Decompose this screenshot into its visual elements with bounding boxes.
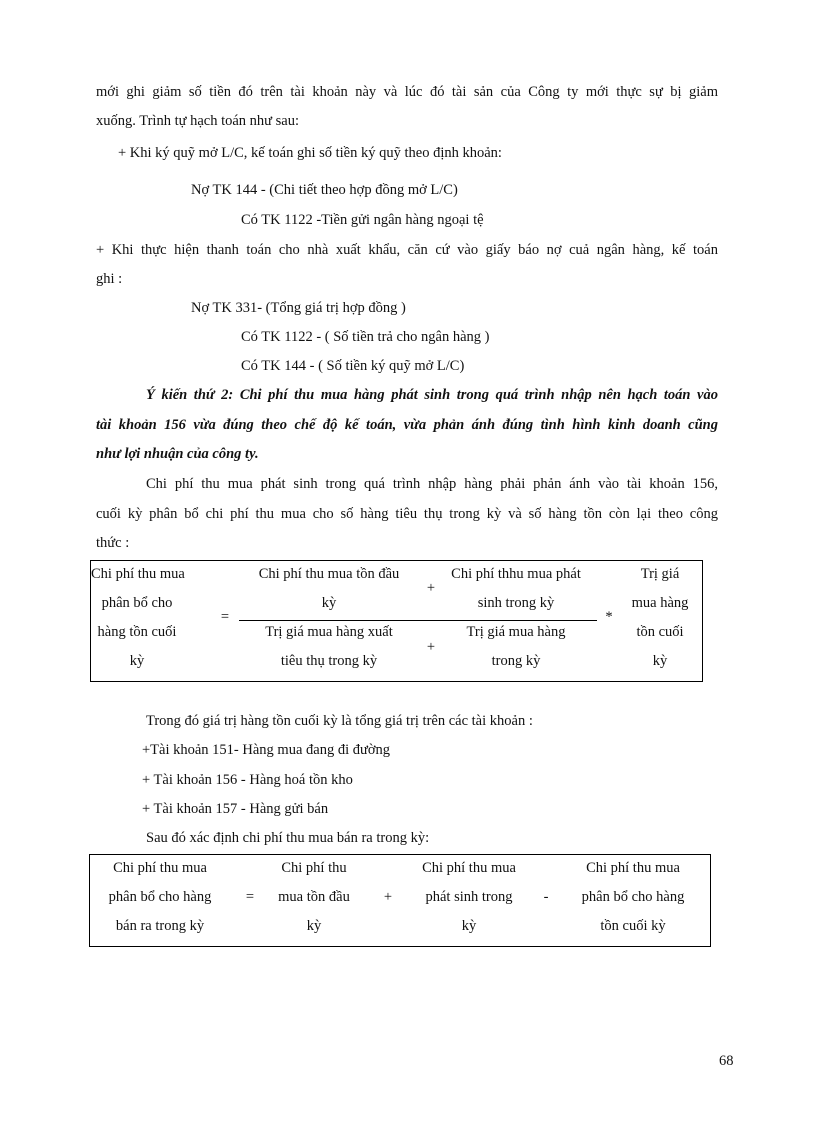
formula-term-line: phân bổ cho hàng: [108, 889, 212, 905]
formula-term-line: kỳ: [461, 918, 477, 934]
denominator-term: Trị giá mua hàng: [466, 624, 566, 640]
equals-sign: =: [220, 609, 230, 625]
formula-left-line: phân bổ cho: [101, 595, 173, 611]
denominator-term: Trị giá mua hàng xuất: [265, 624, 393, 640]
numerator-term: sinh trong kỳ: [477, 595, 555, 611]
journal-entry-debit: Nợ TK 144 - (Chi tiết theo hợp đồng mở L/C): [191, 182, 458, 198]
paragraph-line: ghi :: [96, 271, 123, 287]
denominator-term: trong kỳ: [491, 653, 541, 669]
formula-right-line: kỳ: [652, 653, 668, 669]
minus-sign: -: [543, 889, 549, 905]
opinion-heading-line: Ý kiến thứ 2: Chi phí thu mua hàng phát sinh trong quá trình nhập nên hạch toán vào: [146, 387, 718, 403]
plus-sign: +: [426, 580, 436, 596]
journal-entry-debit: Nợ TK 331- (Tổng giá trị hợp đồng ): [191, 300, 406, 316]
numerator-term: Chi phí thu mua tồn đầu: [258, 566, 400, 582]
formula-term-line: tồn cuối kỳ: [600, 918, 666, 934]
paragraph-line: Sau đó xác định chi phí thu mua bán ra trong kỳ:: [146, 830, 430, 846]
formula-left-line: kỳ: [129, 653, 145, 669]
formula-right-line: mua hàng: [631, 595, 689, 611]
paragraph-line: mới ghi giảm số tiền đó trên tài khoản này và lúc đó tài sản của Công ty mới thực sự bị giảm: [96, 84, 718, 100]
formula-term-line: bán ra trong kỳ: [115, 918, 205, 934]
paragraph-line: Trong đó giá trị hàng tồn cuối kỳ là tổng giá trị trên các tài khoản :: [146, 713, 533, 729]
bullet-line: + Khi ký quỹ mở L/C, kế toán ghi số tiền ký quỹ theo định khoản:: [118, 145, 502, 161]
paragraph-line: thức :: [96, 535, 130, 551]
journal-entry-credit: Có TK 144 - ( Số tiền ký quỹ mở L/C): [241, 358, 465, 374]
denominator-term: tiêu thụ trong kỳ: [280, 653, 378, 669]
journal-entry-credit: Có TK 1122 - ( Số tiền trả cho ngân hàng ): [241, 329, 490, 345]
formula-left-line: Chi phí thu mua: [91, 566, 185, 582]
formula-left-line: hàng tồn cuối: [97, 624, 177, 640]
formula-right-line: tồn cuối: [636, 624, 684, 640]
formula-term-line: phân bổ cho hàng: [581, 889, 685, 905]
opinion-heading-line: tài khoản 156 vừa đúng theo chế độ kế toán, vừa phản ánh đúng tình hình kinh doanh cũng: [96, 417, 718, 433]
opinion-heading-line: như lợi nhuận của công ty.: [96, 446, 259, 462]
account-item: + Tài khoản 156 - Hàng hoá tồn kho: [142, 772, 353, 788]
account-item: + Tài khoản 157 - Hàng gửi bán: [142, 801, 329, 817]
formula-term-line: Chi phí thu: [281, 860, 347, 876]
plus-sign: +: [383, 889, 393, 905]
formula-term-line: Chi phí thu mua: [422, 860, 516, 876]
formula-term-line: kỳ: [306, 918, 322, 934]
formula-box-cost-of-sales: [89, 854, 711, 947]
formula-term-line: phát sinh trong: [425, 889, 513, 905]
account-item: +Tài khoản 151- Hàng mua đang đi đường: [142, 742, 391, 758]
equals-sign: =: [245, 889, 255, 905]
numerator-term: Chi phí thhu mua phát: [451, 566, 581, 582]
formula-term-line: mua tồn đầu: [278, 889, 350, 905]
plus-sign: +: [426, 639, 436, 655]
journal-entry-credit: Có TK 1122 -Tiền gửi ngân hàng ngoại tệ: [241, 212, 484, 228]
fraction-bar: [239, 620, 597, 621]
paragraph-line: Chi phí thu mua phát sinh trong quá trình nhập hàng phải phản ánh vào tài khoản 156,: [146, 476, 718, 492]
paragraph-line: cuối kỳ phân bổ chi phí thu mua cho số hàng tiêu thụ trong kỳ và số hàng tồn còn lại theo công: [96, 506, 718, 522]
paragraph-line: xuống. Trình tự hạch toán như sau:: [96, 113, 300, 129]
multiply-sign: *: [605, 609, 613, 625]
formula-term-line: Chi phí thu mua: [586, 860, 680, 876]
page-number: 68: [719, 1053, 734, 1069]
formula-box-ending-inventory: [90, 560, 703, 682]
formula-right-line: Trị giá: [640, 566, 680, 582]
formula-term-line: Chi phí thu mua: [113, 860, 207, 876]
bullet-line: + Khi thực hiện thanh toán cho nhà xuất khẩu, căn cứ vào giấy báo nợ cuả ngân hàng, kế toán: [96, 242, 718, 258]
numerator-term: kỳ: [321, 595, 337, 611]
